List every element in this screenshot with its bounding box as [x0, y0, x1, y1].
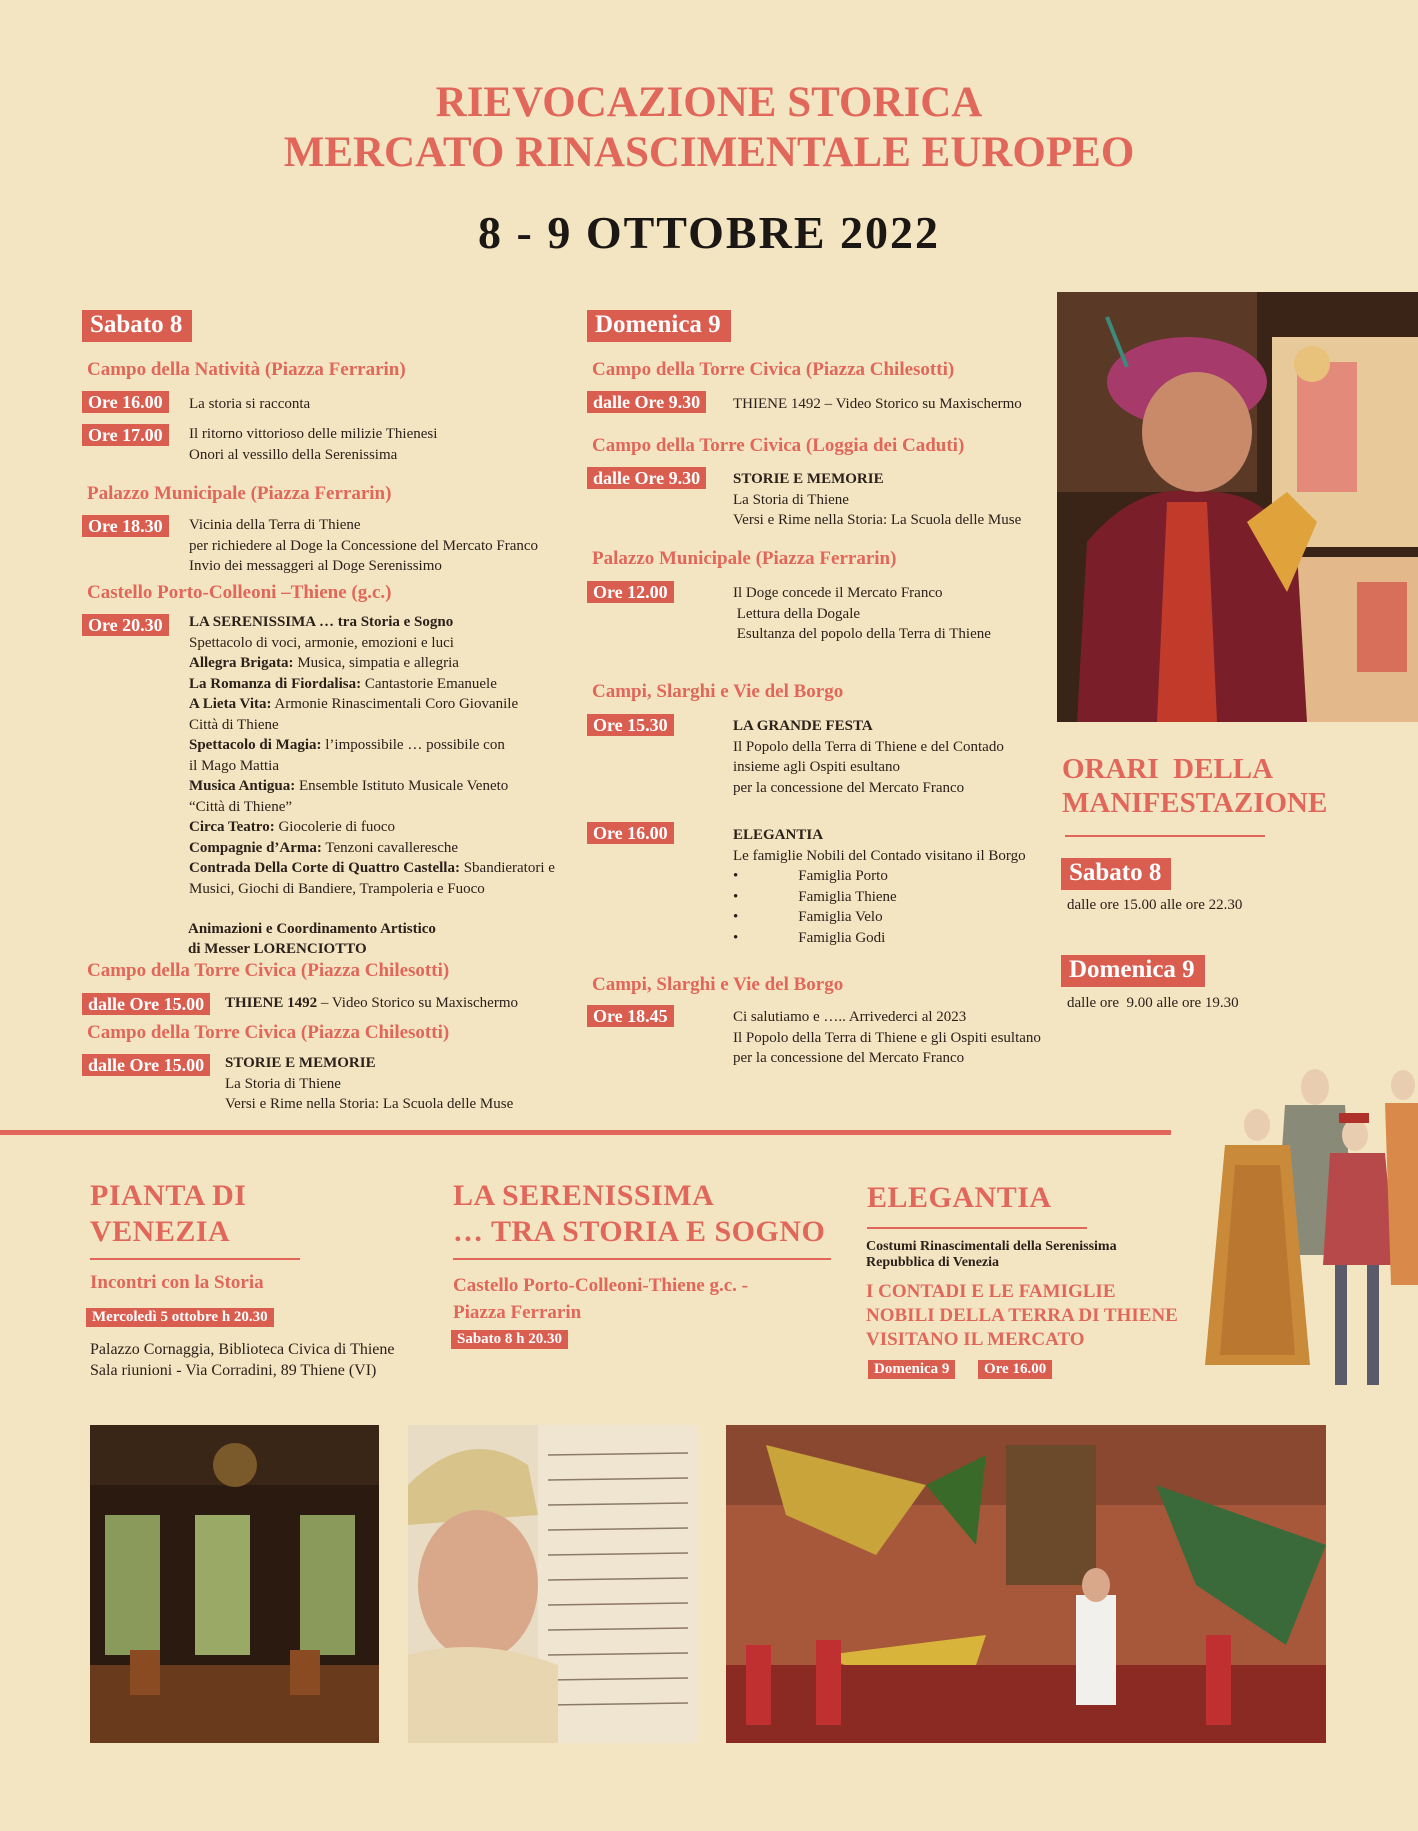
title-line-2: MERCATO RINASCIMENTALE EUROPEO [283, 129, 1135, 176]
time-badge: Ore 17.00 [82, 424, 169, 446]
orari-saturday: Sabato 8 [1061, 858, 1171, 890]
serenissima-location: Castello Porto-Colleoni-Thiene g.c. - Piazza Ferrarin [453, 1275, 748, 1323]
pianta-title: PIANTA DI VENEZIA [90, 1179, 247, 1248]
elegantia-day-badge: Domenica 9 [868, 1360, 955, 1379]
orari-sunday: Domenica 9 [1061, 955, 1205, 987]
venue-torre-civica: Campo della Torre Civica (Piazza Chilesotti) [592, 359, 955, 380]
event-description: Vicinia della Terra di Thiene per richiedere al Doge la Concessione del Mercato Franco Invio dei messaggeri al Doge Serenissimo [189, 517, 539, 574]
venue-torre-civica: Campo della Torre Civica (Piazza Chilesotti) [87, 1022, 450, 1043]
time-badge: dalle Ore 9.30 [587, 467, 706, 489]
venue-campi-borgo: Campi, Slarghi e Vie del Borgo [592, 681, 844, 702]
venue-campi-borgo: Campi, Slarghi e Vie del Borgo [592, 974, 844, 995]
event-description: Ci salutiamo e ….. Arrivederci al 2023 Il Popolo della Terra di Thiene e gli Ospiti esultano per la concessione del Mercato Franco [733, 1009, 1041, 1066]
orari-title: ORARI DELLA MANIFESTAZIONE [1062, 753, 1328, 819]
divider [453, 1258, 831, 1260]
time-badge: Ore 20.30 [82, 614, 169, 636]
event-description: Il ritorno vittorioso delle milizie Thienesi Onori al vessillo della Serenissima [189, 426, 438, 463]
photo-doge-manuscript [408, 1425, 697, 1743]
families-list: • Famiglia Porto • Famiglia Thiene • Famiglia Velo • Famiglia Godi [733, 868, 897, 946]
elegantia-time-badge: Ore 16.00 [978, 1360, 1052, 1379]
time-badge: Ore 15.30 [587, 714, 674, 736]
venue-castello: Castello Porto-Colleoni –Thiene (g.c.) [87, 582, 392, 603]
serenissima-title: LA SERENISSIMA … TRA STORIA E SOGNO [453, 1179, 826, 1248]
costume-figures-illustration [1195, 1065, 1418, 1405]
time-badge: Ore 18.30 [82, 515, 169, 537]
orari-saturday-hours: dalle ore 15.00 alle ore 22.30 [1067, 897, 1243, 913]
time-badge: Ore 16.00 [587, 822, 674, 844]
time-badge: dalle Ore 15.00 [82, 993, 210, 1015]
event-description: STORIE E MEMORIE La Storia di Thiene Versi e Rime nella Storia: La Scuola delle Muse [733, 471, 1022, 528]
photo-storyteller [1057, 292, 1418, 722]
pianta-subtitle: Incontri con la Storia [90, 1272, 264, 1293]
event-description: LA GRANDE FESTA Il Popolo della Terra di Thiene e del Contado insieme agli Ospiti esultano per la concessione del Mercato Franco [733, 718, 1004, 796]
photo-flag-wavers [726, 1425, 1326, 1743]
venue-palazzo-municipale: Palazzo Municipale (Piazza Ferrarin) [87, 483, 392, 504]
serenissima-date-badge: Sabato 8 h 20.30 [451, 1330, 568, 1349]
program-list: LA SERENISSIMA … tra Storia e Sogno Spettacolo di voci, armonie, emozioni e luci Allegra Brigata: Musica, simpatia e allegria La Romanza di Fiordalisa: Cantastorie Emanuele A Lieta Vita: Armonie Rinascimentali Coro Giovanile Città di Thiene Spettacolo di Magia: l’impossibile … possibile con il Mago Mattia Musica Antigua: Ensemble Istituto Musicale Veneto “Città di Thiene” Circa Teatro: Giocolerie di fuoco Compagnie d’Arma: Tenzoni cavalleresche Contrada Della Corte di Quattro Castella: Sbandieratori e Musici, Giochi di Bandiere, Trampoleria e Fuoco [189, 614, 555, 897]
event-description: La storia si racconta [189, 396, 311, 412]
time-badge: Ore 12.00 [587, 581, 674, 603]
event-description: STORIE E MEMORIE La Storia di Thiene Versi e Rime nella Storia: La Scuola delle Muse [225, 1055, 514, 1112]
section-divider [0, 1130, 1171, 1135]
time-badge: dalle Ore 15.00 [82, 1054, 210, 1076]
event-dates: 8 - 9 OTTOBRE 2022 [478, 207, 940, 258]
sunday-header: Domenica 9 [587, 310, 731, 342]
divider [867, 1227, 1087, 1229]
divider [90, 1258, 300, 1260]
elegantia-title: ELEGANTIA [867, 1181, 1052, 1214]
elegantia-description: I CONTADI E LE FAMIGLIE NOBILI DELLA TERRA DI THIENE VISITANO IL MERCATO [866, 1281, 1178, 1350]
photo-palazzo-interior [90, 1425, 379, 1743]
elegantia-subtitle: Costumi Rinascimentali della Serenissima Repubblica di Venezia [866, 1239, 1117, 1270]
venue-torre-civica: Campo della Torre Civica (Piazza Chilesotti) [87, 960, 450, 981]
time-badge: Ore 16.00 [82, 391, 169, 413]
title-line-1: RIEVOCAZIONE STORICA [435, 79, 983, 126]
time-badge: dalle Ore 9.30 [587, 391, 706, 413]
time-badge: Ore 18.45 [587, 1005, 674, 1027]
venue-palazzo-municipale: Palazzo Municipale (Piazza Ferrarin) [592, 548, 897, 569]
artistic-credits: Animazioni e Coordinamento Artistico di Messer LORENCIOTTO [188, 921, 436, 957]
pianta-location: Palazzo Cornaggia, Biblioteca Civica di Thiene Sala riunioni - Via Corradini, 89 Thiene (VI) [90, 1341, 395, 1379]
event-description: THIENE 1492 – Video Storico su Maxischermo [733, 396, 1022, 412]
venue-campo-nativita: Campo della Natività (Piazza Ferrarin) [87, 359, 406, 380]
event-description: THIENE 1492 – Video Storico su Maxischermo [225, 995, 518, 1011]
event-description: Il Doge concede il Mercato Franco Lettura della Dogale Esultanza del popolo della Terra di Thiene [733, 585, 991, 642]
event-description: ELEGANTIA Le famiglie Nobili del Contado visitano il Borgo [733, 827, 1026, 864]
divider [1065, 835, 1265, 837]
pianta-date-badge: Mercoledì 5 ottobre h 20.30 [86, 1308, 274, 1327]
venue-loggia-caduti: Campo della Torre Civica (Loggia dei Caduti) [592, 435, 965, 456]
orari-sunday-hours: dalle ore 9.00 alle ore 19.30 [1067, 995, 1239, 1011]
saturday-header: Sabato 8 [82, 310, 192, 342]
